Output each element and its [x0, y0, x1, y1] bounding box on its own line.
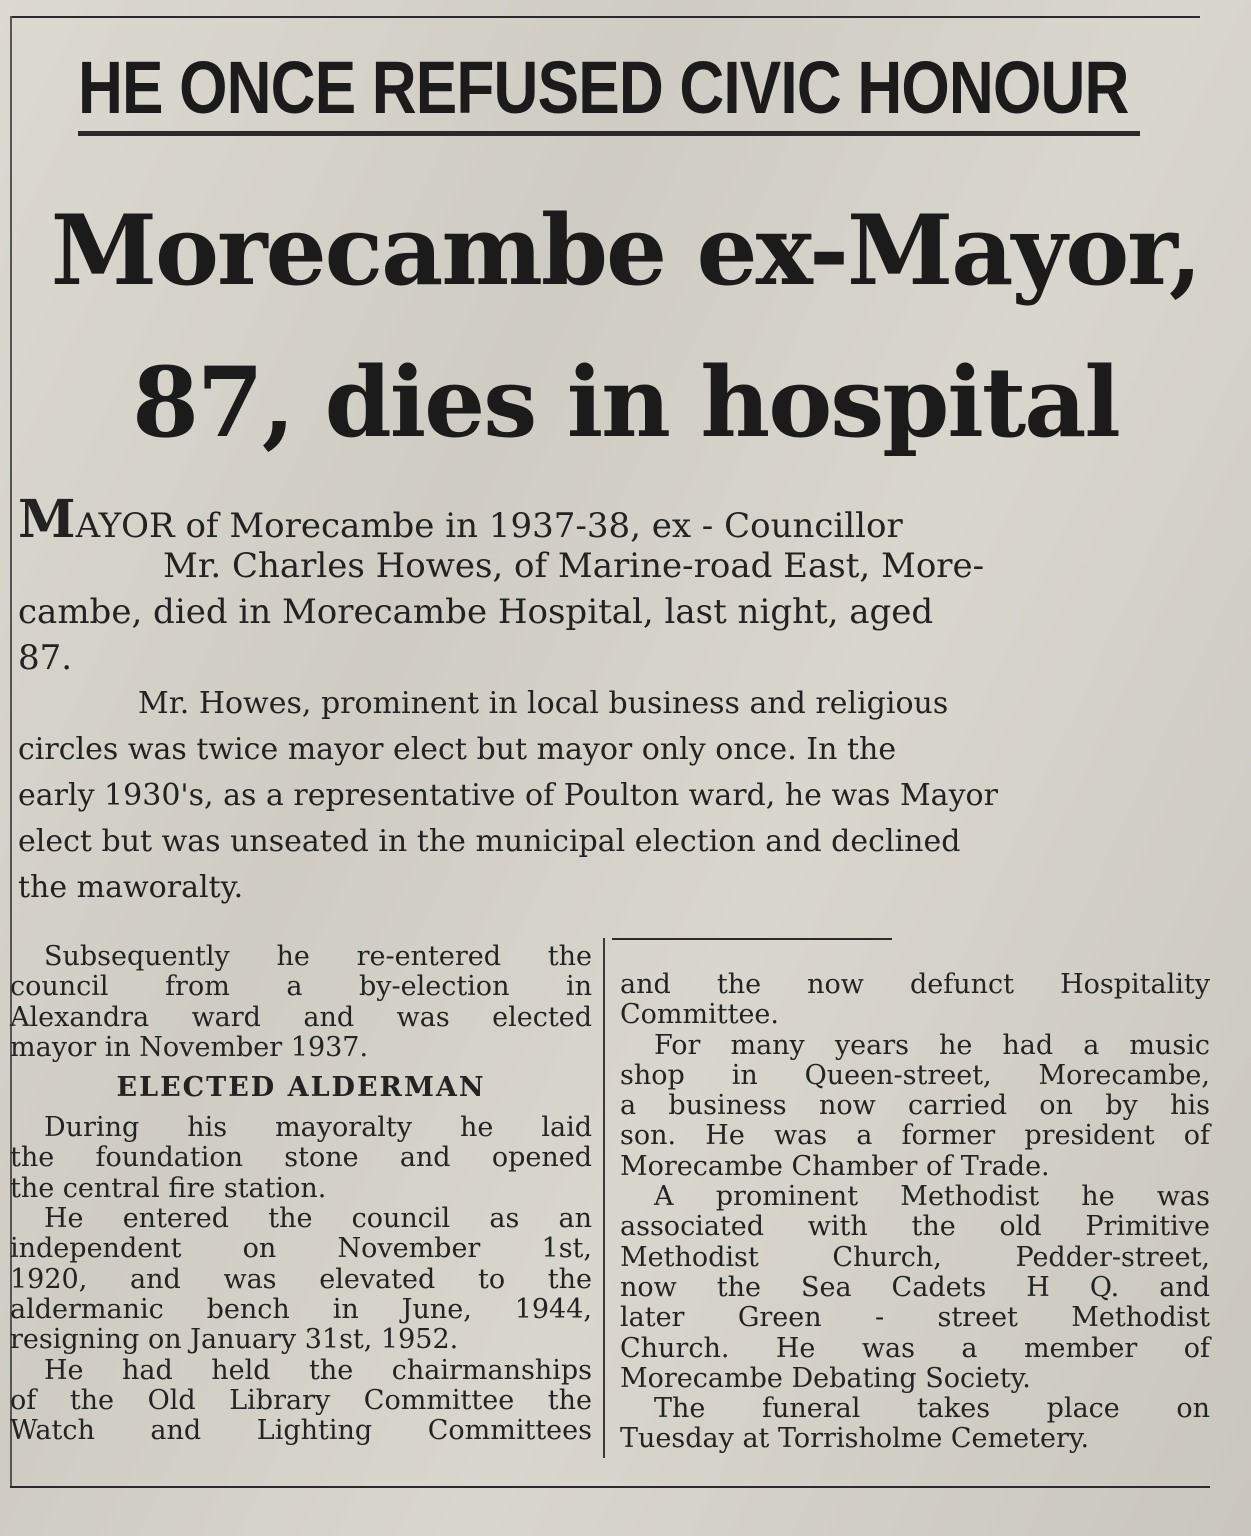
body-line: aldermanic bench in June, 1944, [10, 1293, 592, 1325]
column-divider [603, 938, 605, 1458]
right-column [620, 970, 1210, 1455]
body-line: independent on November 1st, [10, 1233, 592, 1265]
body-line: Watch and Lighting Committees [10, 1415, 592, 1447]
body-line: For many years he had a music [654, 1029, 1210, 1061]
body-line: Church. He was a member of [620, 1332, 1210, 1364]
drop-cap: M [18, 489, 76, 550]
lead-line: 87. [18, 638, 73, 678]
lead-line: elect but was unseated in the municipal election and declined [18, 824, 961, 859]
body-line: council from a by-election in [10, 971, 592, 1003]
lead-line: the maworalty. [18, 870, 244, 905]
body-line: shop in Queen-street, Morecambe, [620, 1059, 1210, 1091]
left-column [10, 942, 592, 1446]
body-line: He entered the council as an [44, 1203, 592, 1235]
lead-line-text: AYOR of Morecambe in 1937-38, ex - Councillor [75, 506, 903, 546]
lead-line: Mr. Howes, prominent in local business and religious [138, 686, 949, 721]
kicker-underline [78, 131, 1140, 136]
body-line: son. He was a former president of [620, 1120, 1210, 1152]
body-line: and the now defunct Hospitality [620, 969, 1210, 1000]
body-line: associated with the old Primitive [620, 1211, 1210, 1243]
right-column-top-rule [612, 938, 892, 940]
subheading: ELECTED ALDERMAN [116, 1072, 486, 1104]
body-line: The funeral takes place on [654, 1393, 1210, 1425]
lead-line: Mr. Charles Howes, of Marine-road East, More- [163, 546, 985, 586]
body-line: A prominent Methodist he was [654, 1181, 1210, 1213]
top-rule [10, 16, 1200, 18]
lead-line: circles was twice mayor elect but mayor only once. In the [18, 732, 897, 767]
body-line: of the Old Library Committee the [10, 1384, 592, 1416]
body-line: Subsequently he re-entered the [44, 941, 592, 972]
lead-line [18, 489, 1206, 550]
bottom-rule [10, 1486, 1210, 1488]
body-line: Alexandra ward and was elected [10, 1001, 592, 1033]
lead-paragraph [18, 489, 1206, 911]
body-line: later Green - street Methodist [620, 1302, 1210, 1334]
body-line: Committee. [620, 999, 779, 1031]
body-line: He had held the chairmanships [44, 1354, 592, 1386]
body-line: Tuesday at Torrisholme Cemetery. [620, 1423, 1090, 1455]
lead-line: early 1930's, as a representative of Poulton ward, he was Mayor [18, 778, 998, 813]
body-line: mayor in November 1937. [10, 1031, 369, 1063]
body-line: Methodist Church, Pedder-street, [620, 1241, 1210, 1273]
body-line: Morecambe Chamber of Trade. [620, 1150, 1050, 1182]
body-line: a business now carried on by his [620, 1090, 1210, 1122]
lead-line: cambe, died in Morecambe Hospital, last night, aged [18, 592, 934, 632]
headline-line-2: 87, dies in hospital [132, 346, 1119, 459]
body-line: the central fire station. [10, 1172, 327, 1204]
body-line: During his mayoralty he laid [44, 1112, 592, 1144]
body-line: now the Sea Cadets H Q. and [620, 1271, 1210, 1303]
headline-line-1: Morecambe ex-Mayor, [50, 194, 1201, 307]
body-line: 1920, and was elevated to the [10, 1263, 592, 1295]
body-line: Morecambe Debating Society. [620, 1362, 1031, 1394]
body-line: resigning on January 31st, 1952. [10, 1324, 459, 1356]
body-line: the foundation stone and opened [10, 1142, 592, 1174]
kicker-headline: HE ONCE REFUSED CIVIC HONOUR [78, 46, 1129, 129]
